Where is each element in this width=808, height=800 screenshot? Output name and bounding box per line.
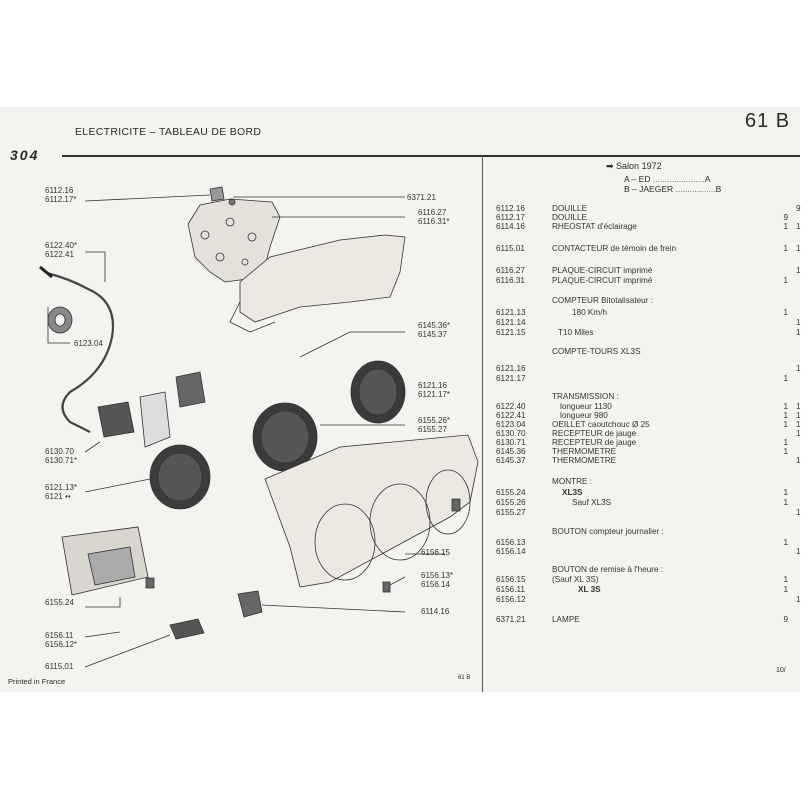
legend-a-code: A — [704, 174, 711, 184]
table-cell: 1 — [796, 547, 801, 556]
label-6123-04: 6123.04 — [74, 339, 103, 348]
table-cell: RHEOSTAT d'éclairage — [552, 222, 637, 231]
table-cell: 6121.15 — [496, 328, 526, 337]
label-6156-12: 6156.12* — [45, 640, 78, 649]
table-cell: 1 — [783, 420, 788, 429]
table-cell: 6116.31 — [496, 276, 525, 285]
table-cell: 1 — [783, 244, 788, 253]
label-6371-21: 6371.21 — [407, 193, 436, 202]
table-cell: 6145.37 — [496, 456, 526, 465]
label-6155-24: 6155.24 — [45, 598, 74, 607]
table-cell: 6156.13 — [496, 538, 526, 547]
label-6122-40: 6122.40* — [45, 241, 78, 250]
table-cell: 6155.27 — [496, 508, 526, 517]
table-cell: 1 — [783, 438, 788, 447]
table-cell: 9 — [796, 204, 801, 213]
table-cell: 6121.14 — [496, 318, 526, 327]
table-cell: 6121.17 — [496, 374, 526, 383]
table-cell: XL3S — [562, 488, 583, 497]
model-number: 304 — [10, 147, 40, 163]
table-cell: 1 — [783, 411, 788, 420]
label-6130-71: 6130.71* — [45, 456, 78, 465]
page-number: 61 B — [745, 110, 791, 132]
table-cell: OEILLET caoutchouc Ø 25 — [552, 420, 650, 429]
table-cell: 6145.36 — [496, 447, 526, 456]
table-cell: 6122.41 — [496, 411, 526, 420]
table-cell: 1 — [796, 364, 801, 373]
table-cell: COMPTEUR Bitotalisateur : — [552, 296, 654, 305]
table-cell: BOUTON de remise à l'heure : — [552, 565, 664, 574]
table-cell: 6112.17 — [496, 213, 525, 222]
table-cell: PLAQUE-CIRCUIT imprimé — [552, 266, 653, 275]
table-cell: 6112.16 — [496, 204, 525, 213]
label-6116-31: 6116.31* — [418, 217, 450, 226]
table-cell: 1 — [796, 328, 801, 337]
label-6145-36: 6145.36* — [418, 321, 451, 330]
label-6156-15: 6156.15 — [421, 548, 450, 557]
table-cell: BOUTON compteur journalier : — [552, 527, 664, 536]
label-6114-16: 6114.16 — [421, 607, 450, 616]
table-cell: COMPTE-TOURS XL3S — [552, 347, 641, 356]
table-cell: THERMOMETRE — [552, 456, 617, 465]
section-title-sub: TABLEAU DE BORD — [158, 126, 262, 138]
parts-table — [478, 204, 800, 684]
table-cell: 6130.70 — [496, 429, 526, 438]
arrow-icon: ➡ — [606, 161, 617, 171]
table-cell: 6130.71 — [496, 438, 526, 447]
table-cell: 6114.16 — [496, 222, 525, 231]
footer-right: 10/ — [776, 667, 786, 674]
table-cell: 6156.12 — [496, 595, 526, 604]
catalog-page: ELECTRICITE – TABLEAU DE BORD 61 B 304 6112.16 6112.17* 6371.21 6116.27 6116.31* 6122.40* 6122.41 6123.04 6145.36* 6145.37 6121.16 6121.17* 6130.70 6130.71* 6155.26* 6155.27 6121.13* 6121 •• 6156.15 6155.24 6156.13* 6156.14 6156.11 6156.12* 6114.16 6115.01 ➡ Salon 1972 A – ED ......................A B – JAEGER .................B 6112.16 DOUILLE 9 6112.17 DOUILLE 9 6114.16 RHEOSTAT d'éclairage 1 1 6115.01 CONTACTEUR de témoin de frein 1 1 6116.27 PLAQUE-CIRCUIT imprimé 1 6116.31 PLAQUE-CIRCUIT imprimé 1 COMPTEUR Bitotalisateur : 6121.13 180 Km/h 1 6121.14 1 6121.15 T10 Miles 1 COMPTE-TOURS XL3S 6121.16 1 6121.17 1 TRANSMISSION : 6122.40 longueur 1130 1 1 6122.41 longueur 980 1 1 6123.04 OEILLET caoutchouc Ø 25 1 1 6130.70 RECEPTEUR de jauge 1 6130.71 RECEPTEUR de jauge 1 6145.36 THERMOMETRE 1 6145.37 THERMOMETRE 1 MONTRE : 6155.24 XL3S 1 6155.26 Sauf XL3S 1 6155.27 1 BOUTON compteur journalier : 6156.13 1 6156.14 1 BOUTON de remise à l'heure : 6156.15 (Sauf XL 3S) 1 6156.11 XL 3S 1 6156.12 1 6371.21 LAMPE 9 Printed in France 61 B 10/ — [0, 107, 800, 692]
table-cell: RECEPTEUR de jauge — [552, 429, 637, 438]
table-cell: THERMOMETRE — [552, 447, 617, 456]
label-6115-01: 6115.01 — [45, 662, 74, 671]
table-cell: 6121.16 — [496, 364, 526, 373]
table-cell: 6122.40 — [496, 402, 526, 411]
table-cell: 6115.01 — [496, 244, 525, 253]
label-6156-13: 6156.13* — [421, 571, 454, 580]
table-cell: 1 — [796, 429, 801, 438]
table-cell: TRANSMISSION : — [552, 392, 619, 401]
legend-salon: Salon 1972 — [616, 161, 662, 171]
table-cell: 1 — [783, 374, 788, 383]
label-6122-41: 6122.41 — [45, 250, 74, 259]
table-cell: 6155.26 — [496, 498, 526, 507]
table-cell: 6156.15 — [496, 575, 526, 584]
table-cell: 1 — [796, 508, 801, 517]
table-cell: 1 — [783, 585, 788, 594]
label-6112-17: 6112.17* — [45, 195, 77, 204]
table-cell: 1 — [796, 411, 801, 420]
legend-b-code: B — [715, 183, 722, 194]
label-6156-11: 6156.11 — [45, 631, 74, 640]
label-6155-27: 6155.27 — [418, 425, 447, 434]
legend — [606, 161, 662, 172]
table-cell: 1 — [796, 595, 801, 604]
label-6145-37: 6145.37 — [418, 330, 447, 339]
table-cell: 6156.14 — [496, 547, 526, 556]
table-cell: 1 — [796, 318, 801, 327]
table-cell: 6116.27 — [496, 266, 525, 275]
footer-page: 61 B — [458, 675, 471, 681]
table-cell: longueur 980 — [560, 411, 608, 420]
table-cell: 1 — [783, 402, 788, 411]
table-cell: 1 — [796, 222, 801, 231]
table-cell: 180 Km/h — [572, 308, 608, 317]
table-cell: 6155.24 — [496, 488, 526, 497]
label-6112-16: 6112.16 — [45, 186, 74, 195]
table-cell: (Sauf XL 3S) — [552, 575, 599, 584]
table-cell: 9 — [783, 213, 788, 222]
table-cell: 1 — [783, 308, 788, 317]
section-title-main: ELECTRICITE — [75, 126, 147, 138]
printed-note: Printed in France — [8, 677, 66, 686]
table-cell: 6123.04 — [496, 420, 526, 429]
label-6156-14: 6156.14 — [421, 580, 450, 589]
label-6130-70: 6130.70 — [45, 447, 74, 456]
table-cell: T10 Miles — [558, 328, 594, 337]
table-cell: CONTACTEUR de témoin de frein — [552, 244, 677, 253]
table-cell: 1 — [796, 402, 801, 411]
legend-b-label: B – JAEGER — [624, 183, 674, 194]
table-cell: 1 — [783, 538, 788, 547]
table-cell: 1 — [783, 447, 788, 456]
label-6121-17: 6121.17* — [418, 390, 451, 399]
label-6155-26: 6155.26* — [418, 416, 451, 425]
table-cell: 1 — [796, 456, 801, 465]
table-cell: 1 — [783, 498, 788, 507]
table-cell: DOUILLE — [552, 213, 588, 222]
table-cell: Sauf XL3S — [572, 498, 612, 507]
table-cell: LAMPE — [552, 615, 580, 624]
label-6121-16: 6121.16 — [418, 381, 447, 390]
section-title-dash: – — [149, 126, 156, 138]
label-6121-bullets: 6121 •• — [45, 492, 71, 501]
table-cell: XL 3S — [578, 585, 601, 594]
table-cell: 6121.13 — [496, 308, 526, 317]
table-cell: 1 — [796, 420, 801, 429]
table-cell: MONTRE : — [552, 477, 593, 486]
table-cell: 1 — [783, 488, 788, 497]
table-cell: PLAQUE-CIRCUIT imprimé — [552, 276, 653, 285]
table-cell: 9 — [783, 615, 788, 624]
table-cell: DOUILLE — [552, 204, 588, 213]
legend-a-label: A – ED — [624, 174, 651, 184]
label-6121-13: 6121.13* — [45, 483, 78, 492]
table-cell: 1 — [783, 276, 788, 285]
table-cell: longueur 1130 — [560, 402, 612, 411]
table-cell: 1 — [796, 244, 801, 253]
table-cell: 1 — [783, 222, 788, 231]
table-cell: 6156.11 — [496, 585, 525, 594]
table-cell: RECEPTEUR de jauge — [552, 438, 637, 447]
label-6116-27: 6116.27 — [418, 208, 447, 217]
table-cell: 1 — [796, 266, 801, 275]
table-cell: 1 — [783, 575, 788, 584]
table-cell: 6371.21 — [496, 615, 526, 624]
